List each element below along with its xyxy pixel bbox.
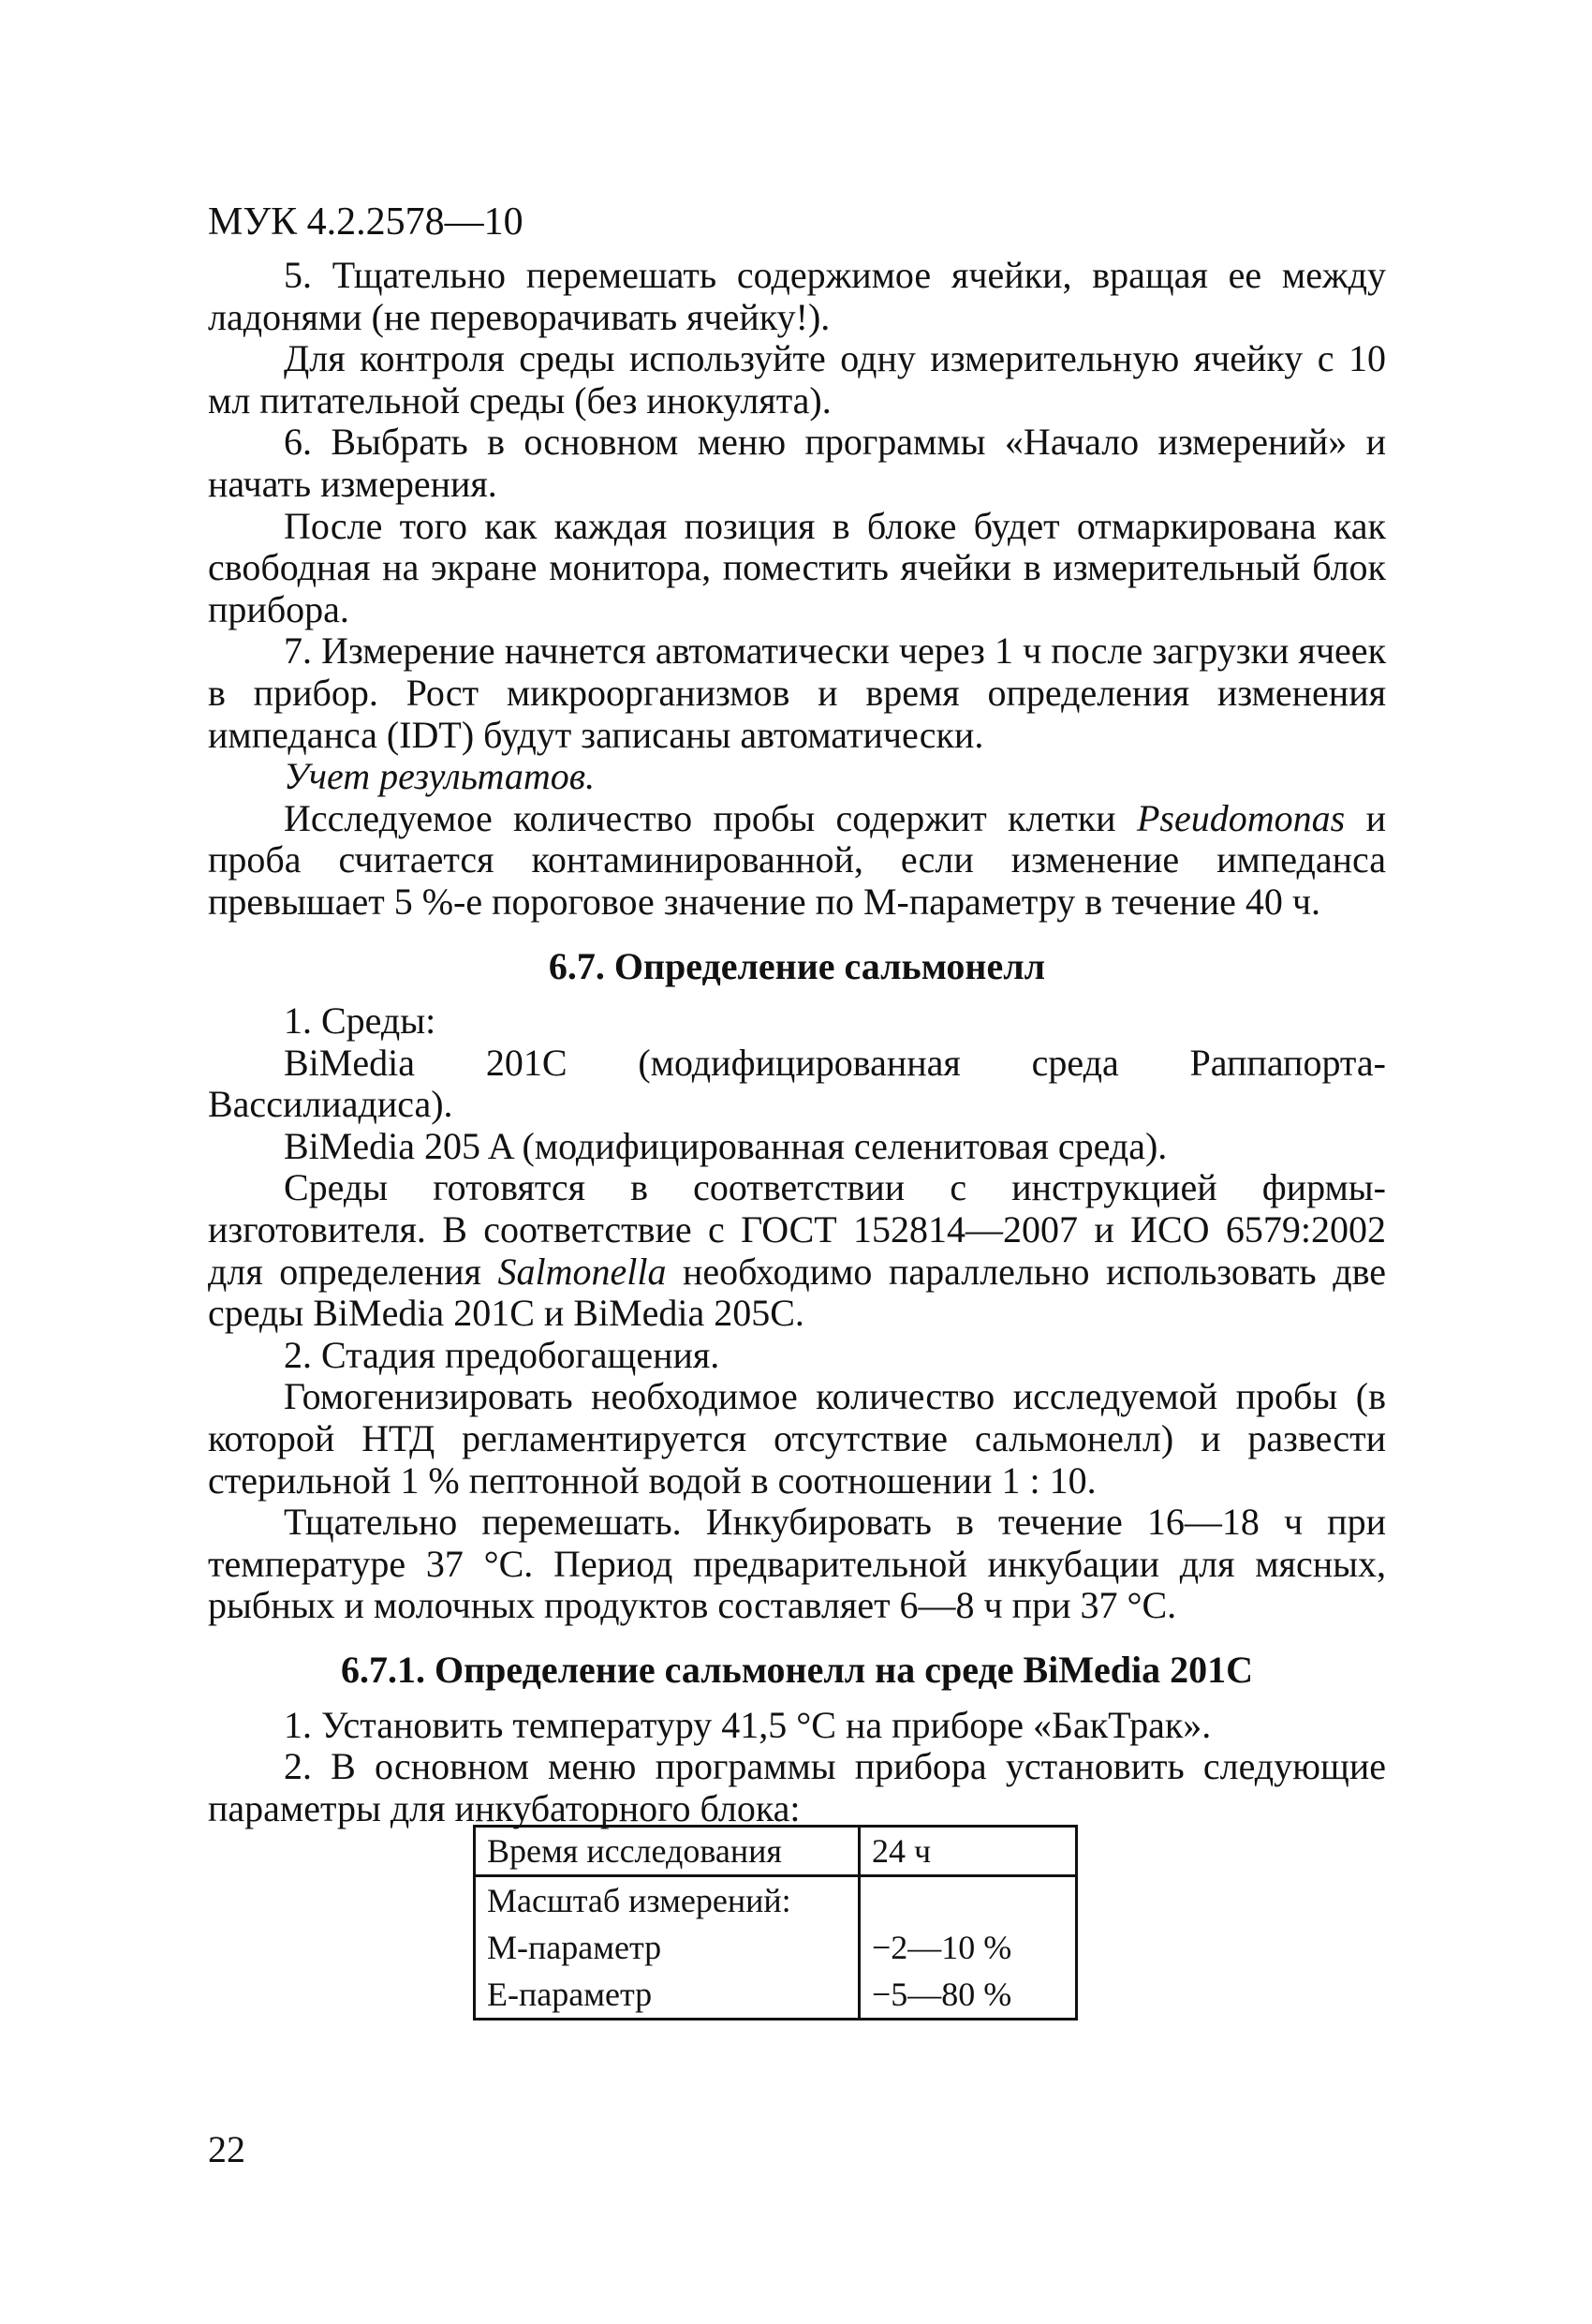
word-1: BiMedia bbox=[284, 1041, 415, 1084]
section-heading-6-7: 6.7. Определение сальмонелл bbox=[548, 944, 1046, 987]
paragraph-media: 1. Среды: bbox=[284, 999, 436, 1043]
table-cell-value: −5—80 % bbox=[860, 1971, 1077, 2020]
paragraph-bimedia-205a: BiMedia 205 A (модифицированная селенитовая среда). bbox=[284, 1124, 1168, 1167]
paragraph-set-parameters: 2. В основном меню программы прибора установить следующие параметры для инкубаторного блока: bbox=[208, 1745, 1386, 1829]
table-cell-label: Масштаб измерений: bbox=[475, 1876, 860, 1925]
media-prep-a: Среды готовятся в соответствии с инструкцией фирмы-изготовителя. В соответствие с ГОСТ 152814—2007 и ИСО 6579:2002 для определения bbox=[208, 1166, 1386, 1293]
document-header: МУК 4.2.2578—10 bbox=[208, 200, 523, 244]
word-4: среда bbox=[1031, 1041, 1119, 1084]
table-cell-label: Е-параметр bbox=[475, 1971, 860, 2020]
paragraph-placement: После того как каждая позиция в блоке будет отмаркирована как свободная на экране монитора, поместить ячейки в измерительный блок прибора. bbox=[208, 504, 1386, 630]
paragraph-bimedia-201c bbox=[208, 1043, 1386, 1085]
document-body bbox=[208, 255, 1386, 1829]
paragraph-step-6: 6. Выбрать в основном меню программы «Начало измерений» и начать измерения. bbox=[208, 421, 1386, 505]
paragraph-results-title bbox=[208, 756, 1386, 798]
table-row bbox=[475, 1876, 1077, 1925]
word-5: Раппапорта- bbox=[1189, 1041, 1386, 1084]
page-number: 22 bbox=[208, 2128, 245, 2170]
paragraph-incubate: Тщательно перемешать. Инкубировать в течение 16—18 ч при температуре 37 °С. Период предварительной инкубации для мясных, рыбных и молочных продуктов составляет 6—8 ч при 37 °С. bbox=[208, 1501, 1386, 1627]
table-cell-label: Время исследования bbox=[475, 1827, 860, 1876]
paragraph-set-temperature: 1. Установить температуру 41,5 °С на приборе «БакТрак». bbox=[284, 1703, 1212, 1746]
results-text-c: и проба считается контаминированной, если изменение импеданса превышает 5 %-е пороговое значение по М-параметру в течение 40 ч. bbox=[208, 796, 1387, 923]
paragraph-step-7: 7. Измерение начнется автоматически через 1 ч после загрузки ячеек в прибор. Рост микроорганизмов и время определения изменения импеданса (IDT) будут записаны автоматически. bbox=[208, 629, 1386, 756]
media-prep-c: необходимо параллельно использовать две среды BiMedia 201C и BiMedia 205C. bbox=[208, 1250, 1386, 1335]
table-cell-value: 24 ч bbox=[860, 1827, 1077, 1876]
bimedia-201c-line2: Вассилиадиса). bbox=[208, 1083, 453, 1126]
paragraph-control: Для контроля среды используйте одну измерительную ячейку с 10 мл питательной среды (без инокулята). bbox=[208, 337, 1386, 422]
paragraph-results bbox=[208, 798, 1386, 924]
word-3: (модифицированная bbox=[638, 1041, 961, 1084]
table-row bbox=[475, 1924, 1077, 1971]
pseudomonas-italic: Pseudomonas bbox=[1136, 796, 1346, 839]
table-cell-value: −2—10 % bbox=[860, 1924, 1077, 1971]
bimedia-201c-line1 bbox=[284, 1043, 1386, 1085]
paragraph-pre-enrichment: 2. Стадия предобогащения. bbox=[284, 1333, 720, 1376]
salmonella-italic: Salmonella bbox=[497, 1250, 667, 1293]
results-title-italic: Учет результатов. bbox=[284, 755, 596, 798]
section-heading-6-7-1: 6.7.1. Определение сальмонелл на среде BiMedia 201C bbox=[340, 1649, 1254, 1691]
paragraph-homogenize: Гомогенизировать необходимое количество исследуемой пробы (в которой НТД регламентируется отсутствие сальмонелл) и развести стерильной 1 % пептонной водой в соотношении 1 : 10. bbox=[208, 1375, 1386, 1502]
table-row bbox=[475, 1827, 1077, 1876]
word-2: 201C bbox=[485, 1041, 568, 1084]
paragraph-media-preparation bbox=[208, 1167, 1386, 1334]
results-text-a: Исследуемое количество пробы содержит клетки bbox=[284, 796, 1137, 839]
table-cell-value bbox=[860, 1876, 1077, 1925]
incubator-parameters-table bbox=[473, 1825, 1078, 2021]
paragraph-step-5: 5. Тщательно перемешать содержимое ячейки, вращая ее между ладонями (не переворачивать ячейку!). bbox=[208, 254, 1386, 338]
table-row bbox=[475, 1971, 1077, 2020]
table-cell-label: М-параметр bbox=[475, 1924, 860, 1971]
